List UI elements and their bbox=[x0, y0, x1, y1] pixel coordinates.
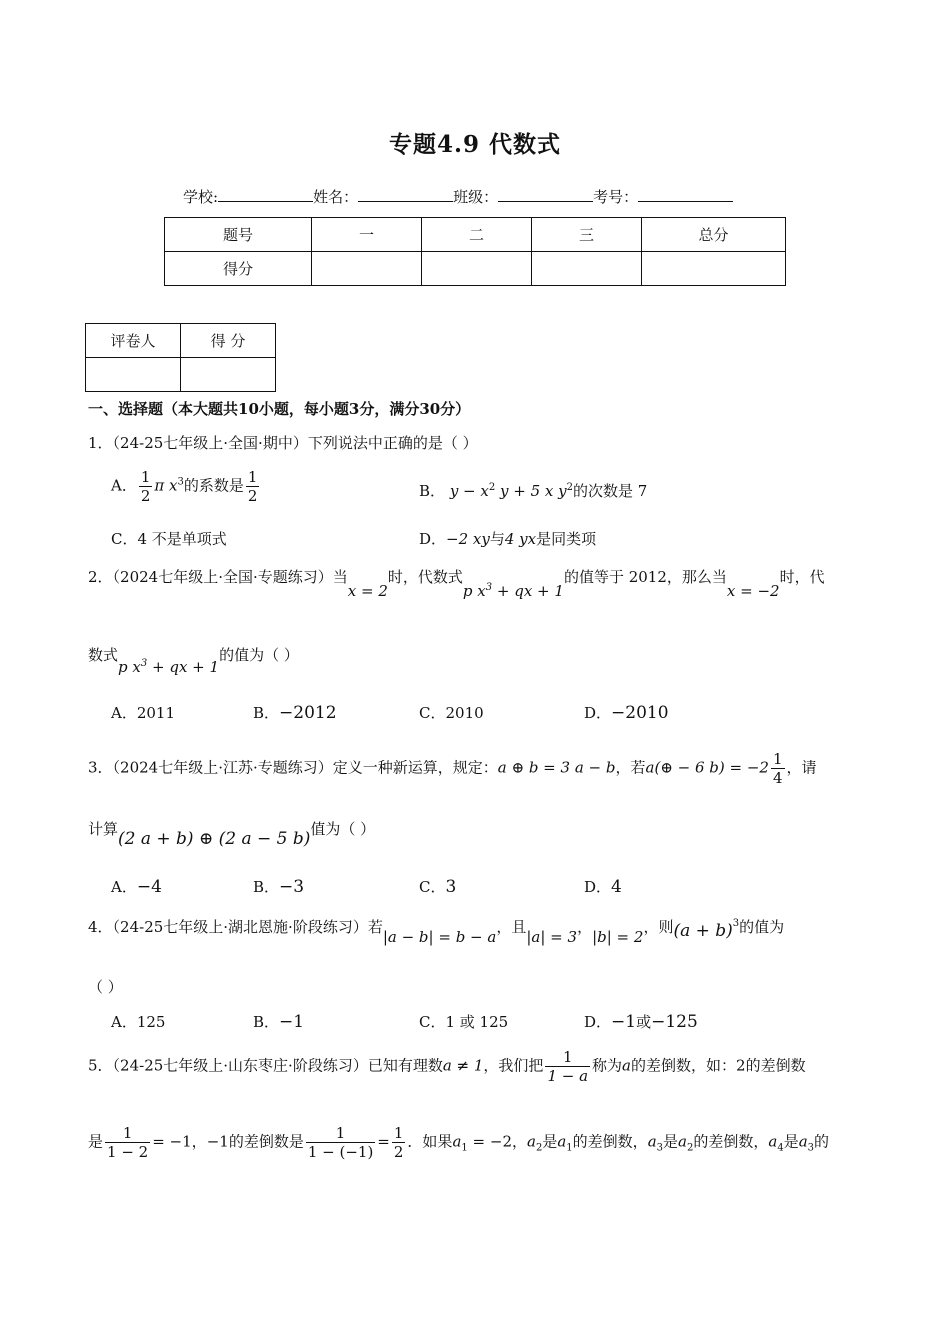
q3-d-value: 4 bbox=[611, 877, 622, 897]
q4-b-value: −1 bbox=[279, 1012, 305, 1032]
q3-c-value: 3 bbox=[445, 877, 457, 897]
q3-stem-part: 值为（ ） bbox=[310, 820, 376, 838]
number-blank[interactable] bbox=[638, 187, 733, 202]
q4-option-c[interactable]: C．1 或 125 bbox=[419, 1013, 509, 1031]
q3-a-value: −4 bbox=[136, 877, 162, 897]
q4-paren: （ ） bbox=[88, 978, 123, 996]
score-cell[interactable] bbox=[642, 252, 786, 286]
q5-stem-part: 称为 bbox=[592, 1056, 623, 1075]
q5-stem-part: 的差倒数是 bbox=[228, 1132, 304, 1151]
q1-option-d[interactable]: D．−2 xy与4 yx是同类项 bbox=[419, 530, 597, 548]
q2-stem-part: 时，代 bbox=[779, 568, 825, 586]
school-label: 学校: bbox=[183, 188, 219, 206]
fraction: $\frac{1}{4}$ bbox=[772, 750, 783, 787]
school-blank[interactable] bbox=[218, 187, 313, 202]
q5-stem: 5．（24-25七年级上·山东枣庄·阶段练习）已知有理数a ≠ 1，我们把 $\frac{1}{1 - a}$ 称为a的差倒数，如：2的差倒数 bbox=[88, 1048, 806, 1085]
q2-d-value: −2010 bbox=[611, 703, 669, 723]
q5-stem-part: 5．（24-25七年级上·山东枣庄·阶段练习）已知有理数 bbox=[88, 1056, 443, 1075]
q5-stem-line2: 是 $\frac{1}{1 - 2}$ = −1，−1的差倒数是 $\frac{1}{1 - (-1)}$ = $\frac{1}{2}$ ．如果$a_1 = -2$，$a_2$是$a_1$的差倒数，$a_3$是$a_2$的差倒数，$a_4$是$a_3$的 bbox=[88, 1124, 830, 1161]
q3-stem-part: ，若 bbox=[615, 758, 646, 777]
q2-stem-part: 的值为（ ） bbox=[219, 646, 299, 664]
q3-option-d[interactable] bbox=[584, 876, 622, 897]
fraction: $\frac{1}{2}$ bbox=[393, 1124, 404, 1161]
q4-b-label: B． bbox=[253, 1013, 280, 1031]
q4-option-b[interactable] bbox=[253, 1011, 304, 1032]
q5-stem-part: 的 bbox=[814, 1132, 830, 1151]
q1-option-a[interactable]: A． $\frac{1}{2}$ π $x^3$的系数是 $\frac{1}{2}$ bbox=[111, 468, 258, 505]
q3-option-c[interactable] bbox=[419, 876, 456, 897]
q4-d-value: −1 bbox=[611, 1012, 637, 1032]
grader-table bbox=[85, 323, 276, 392]
q1-d-mid: 与 bbox=[489, 530, 505, 548]
score-cell[interactable] bbox=[422, 252, 532, 286]
q4-stem-part: ，则 bbox=[643, 918, 674, 936]
q4-stem-part: ，且 bbox=[496, 918, 527, 936]
q3-stem-line2: 计算(2 a + b) ⊕ (2 a − 5 b)值为（ ） bbox=[88, 820, 376, 849]
q1-b-tail: 的次数是 7 bbox=[572, 482, 648, 500]
q5-stem-part: 是 bbox=[542, 1132, 558, 1151]
name-label: 姓名： bbox=[313, 188, 359, 206]
q3-stem-part: ，请 bbox=[786, 758, 817, 777]
q1-d-label: D． bbox=[419, 530, 447, 548]
q5-stem-part: ．如果 bbox=[407, 1132, 453, 1151]
q3-c-label: C． bbox=[419, 878, 446, 896]
fraction: $\frac{1}{2}$ bbox=[140, 468, 151, 505]
q4-stem-part: 的值为 bbox=[739, 918, 785, 936]
q3-option-a[interactable] bbox=[111, 876, 162, 897]
student-info-line bbox=[183, 186, 733, 207]
q2-b-value: −2012 bbox=[279, 703, 337, 723]
q1-stem: 1．（24-25七年级上·全国·期中）下列说法中正确的是（ ） bbox=[88, 434, 478, 452]
q3-b-label: B． bbox=[253, 878, 280, 896]
grader-cell[interactable] bbox=[86, 358, 181, 392]
q3-b-value: −3 bbox=[279, 877, 305, 897]
q3-stem-part: 计算 bbox=[88, 820, 119, 838]
fraction: $\frac{1}{1 - a}$ bbox=[547, 1048, 589, 1085]
q4-stem: 4．（24-25七年级上·湖北恩施·阶段练习）若|a − b| = b − a，且|a| = 3，|b| = 2，则$(a + b)^3$的值为 bbox=[88, 918, 785, 946]
score-table-header-row bbox=[165, 218, 786, 252]
q2-stem-line2: 数式p $x^3$ + qx + 1的值为（ ） bbox=[88, 646, 299, 676]
q5-stem-part: 是 bbox=[783, 1132, 799, 1151]
q1-a-mid: 的系数是 bbox=[183, 476, 244, 495]
q1-d-tail: 是同类项 bbox=[536, 530, 597, 548]
q3-option-b[interactable] bbox=[253, 876, 304, 897]
q5-stem-part: ，我们把 bbox=[483, 1056, 544, 1075]
q3-a-label: A． bbox=[111, 878, 137, 896]
q1-b-label: B． bbox=[419, 482, 446, 500]
q4-d-label: D． bbox=[584, 1013, 612, 1031]
fraction: $\frac{1}{1 - (-1)}$ bbox=[307, 1124, 374, 1161]
q1-a-label: A． bbox=[111, 476, 137, 495]
q4-d-mid: 或 bbox=[636, 1013, 652, 1031]
q1-option-b[interactable]: B． $y - x^2$ y + 5 x $y^2$的次数是 7 bbox=[419, 482, 648, 500]
q3-d-label: D． bbox=[584, 878, 612, 896]
fraction: $\frac{1}{2}$ bbox=[247, 468, 258, 505]
score-row-label: 得分 bbox=[165, 252, 312, 286]
q4-stem-part: ， bbox=[577, 918, 593, 936]
q5-stem-part: 的差倒数， bbox=[693, 1132, 769, 1151]
grader-score-cell[interactable] bbox=[181, 358, 276, 392]
q5-stem-part: ， bbox=[191, 1132, 207, 1151]
class-label: 班级： bbox=[453, 188, 499, 206]
grader-score-label: 得 分 bbox=[181, 324, 276, 358]
q3-stem: 3．（2024七年级上·江苏·专题练习）定义一种新运算，规定：a ⊕ b = 3 a − b，若a(⊕ − 6 b) = −2 $\frac{1}{4}$ ，请 bbox=[88, 750, 817, 787]
page-title: 专题4.9 代数式 bbox=[388, 131, 562, 158]
q2-stem-part: 时，代数式 bbox=[387, 568, 463, 586]
q2-d-label: D． bbox=[584, 704, 612, 722]
q5-stem-part: 是 bbox=[88, 1132, 104, 1151]
q5-stem-part: 的差倒数，如： bbox=[631, 1056, 737, 1075]
q5-stem-part: 是 bbox=[663, 1132, 679, 1151]
section-heading: 一、选择题（本大题共10小题，每小题3分，满分30分） bbox=[88, 400, 471, 418]
score-header-cell: 一 bbox=[312, 218, 422, 252]
q1-option-c[interactable]: C．4 不是单项式 bbox=[111, 530, 227, 548]
q5-stem-part: ， bbox=[511, 1132, 527, 1151]
q4-d-value: −125 bbox=[651, 1012, 698, 1032]
q4-stem-part: 4．（24-25七年级上·湖北恩施·阶段练习）若 bbox=[88, 918, 383, 936]
q2-stem-part: 的值等于 2012，那么当 bbox=[563, 568, 727, 586]
q2-option-a[interactable]: A．2011 bbox=[111, 704, 176, 722]
score-header-cell: 总分 bbox=[642, 218, 786, 252]
q2-option-b[interactable] bbox=[253, 702, 337, 723]
score-cell[interactable] bbox=[312, 252, 422, 286]
fraction: $\frac{1}{1 - 2}$ bbox=[107, 1124, 149, 1161]
score-table-score-row bbox=[165, 252, 786, 286]
q5-stem-part: 的差倒数 bbox=[745, 1056, 806, 1075]
q4-option-d[interactable] bbox=[584, 1011, 698, 1032]
score-cell[interactable] bbox=[532, 252, 642, 286]
grader-label: 评卷人 bbox=[86, 324, 181, 358]
q3-stem-part: 3．（2024七年级上·江苏·专题练习）定义一种新运算，规定： bbox=[88, 758, 498, 777]
q2-stem: 2．（2024七年级上·全国·专题练习）当x = 2时，代数式p $x^3$ + qx + 1的值等于 2012，那么当x = −2时，代 bbox=[88, 568, 825, 600]
q2-stem-part: 2．（2024七年级上·全国·专题练习）当 bbox=[88, 568, 348, 586]
q2-stem-part: 数式 bbox=[88, 646, 119, 664]
score-header-cell: 题号 bbox=[165, 218, 312, 252]
q2-option-d[interactable] bbox=[584, 702, 669, 723]
number-label: 考号： bbox=[593, 188, 639, 206]
q4-option-a[interactable]: A．125 bbox=[111, 1013, 166, 1031]
q2-option-c[interactable]: C．2010 bbox=[419, 704, 484, 722]
score-header-cell: 二 bbox=[422, 218, 532, 252]
score-table bbox=[164, 217, 786, 286]
q2-b-label: B． bbox=[253, 704, 280, 722]
name-blank[interactable] bbox=[358, 187, 453, 202]
class-blank[interactable] bbox=[498, 187, 593, 202]
q5-stem-part: 的差倒数， bbox=[572, 1132, 648, 1151]
score-header-cell: 三 bbox=[532, 218, 642, 252]
